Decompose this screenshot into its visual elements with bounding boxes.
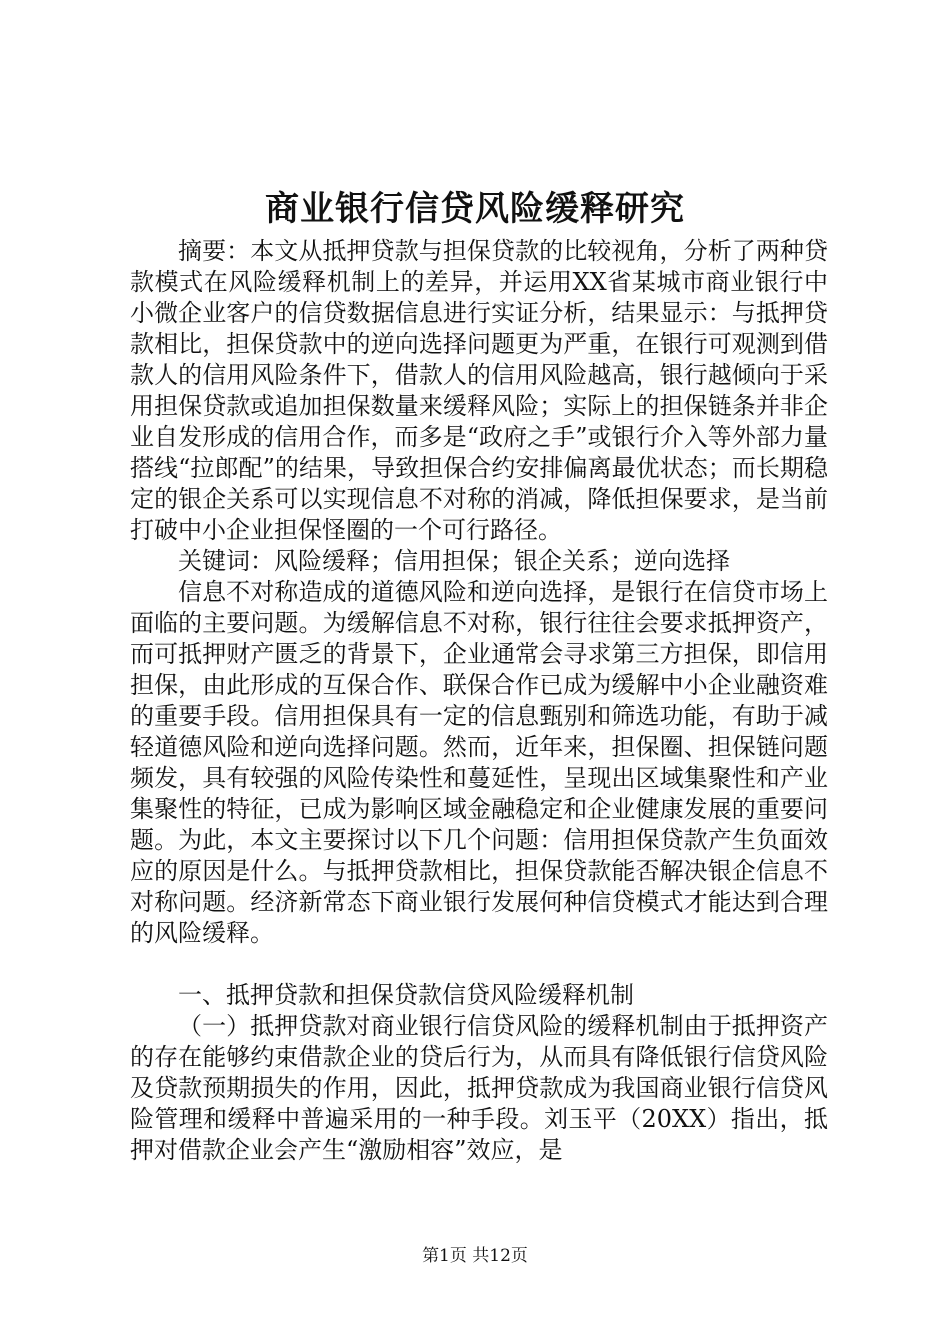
page-footer: 第1页 共12页 xyxy=(422,1246,528,1266)
document-body xyxy=(130,236,828,1166)
section-paragraph: （一）抵押贷款对商业银行信贷风险的缓释机制由于抵押资产的存在能够约束借款企业的贷后行为，从而具有降低银行信贷风险及贷款预期损失的作用，因此，抵押贷款成为我国商业银行信贷风险管理和缓释中普遍采用的一种手段。刘玉平（20XX）指出，抵押对借款企业会产生“激励相容”效应，是 xyxy=(130,1012,828,1164)
intro-paragraph: 信息不对称造成的道德风险和逆向选择，是银行在信贷市场上面临的主要问题。为缓解信息不对称，银行往往会要求抵押资产，而可抵押财产匮乏的背景下，企业通常会寻求第三方担保，即信用担保，由此形成的互保合作、联保合作已成为缓解中小企业融资难的重要手段。信用担保具有一定的信息甄别和筛选功能，有助于减轻道德风险和逆向选择问题。然而，近年来，担保圈、担保链问题频发，具有较强的风险传染性和蔓延性，呈现出区域集聚性和产业集聚性的特征，已成为影响区域金融稳定和企业健康发展的重要问题。为此，本文主要探讨以下几个问题：信用担保贷款产生负面效应的原因是什么。与抵押贷款相比，担保贷款能否解决银企信息不对称问题。经济新常态下商业银行发展何种信贷模式才能达到合理的风险缓释。 xyxy=(130,578,828,947)
keywords-paragraph: 关键词：风险缓释；信用担保；银企关系；逆向选择 xyxy=(178,547,730,575)
section-heading: 一、抵押贷款和担保贷款信贷风险缓释机制 xyxy=(178,981,634,1009)
document-title: 商业银行信贷风险缓释研究 xyxy=(265,189,685,229)
abstract-paragraph: 摘要：本文从抵押贷款与担保贷款的比较视角，分析了两种贷款模式在风险缓释机制上的差异，并运用XX省某城市商业银行中小微企业客户的信贷数据信息进行实证分析，结果显示：与抵押贷款相比，担保贷款中的逆向选择问题更为严重，在银行可观测到借款人的信用风险条件下，借款人的信用风险越高，银行越倾向于采用担保贷款或追加担保数量来缓释风险；实际上的担保链条并非企业自发形成的信用合作，而多是“政府之手”或银行介入等外部力量搭线“拉郎配”的结果，导致担保合约安排偏离最优状态；而长期稳定的银企关系可以实现信息不对称的消减，降低担保要求，是当前打破中小企业担保怪圈的一个可行路径。 xyxy=(130,237,828,544)
